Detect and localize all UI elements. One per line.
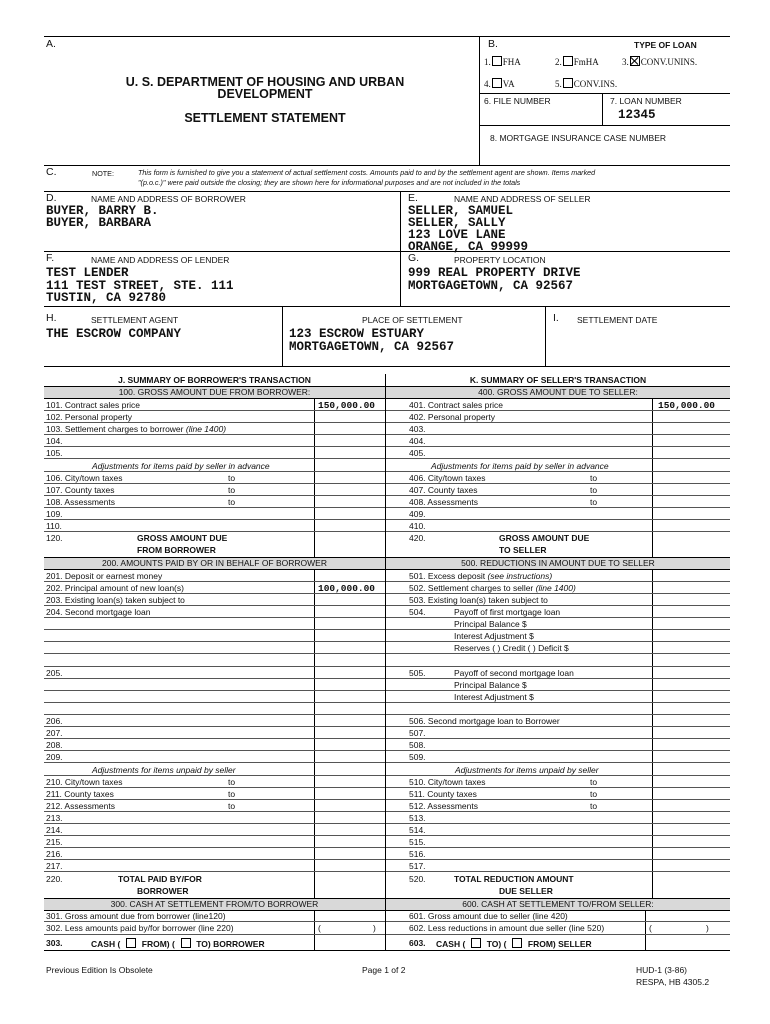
row-209: 209.	[46, 752, 63, 762]
file-number-label: 6. FILE NUMBER	[484, 96, 551, 106]
row-rule-left-c-0	[44, 921, 385, 922]
section-200-heading: 200. AMOUNTS PAID BY OR IN BEHALF OF BORROWER	[102, 558, 327, 568]
row-103: 103. Settlement charges to borrower (line 1400)	[46, 424, 227, 434]
row-rule-left-b-11	[44, 714, 385, 715]
row-rule-left-2	[44, 434, 385, 435]
row-120: 120.	[46, 533, 63, 543]
row-rule-right-5	[386, 471, 730, 472]
section-b-letter: B.	[488, 38, 498, 50]
section-h-letter: H.	[46, 312, 57, 324]
agency-name-line2: DEVELOPMENT	[217, 87, 313, 101]
row-rule-left-b-0	[44, 581, 385, 582]
row-110: 110.	[46, 521, 62, 531]
row-rule-right-b-24	[386, 871, 730, 872]
row-205: 205.	[46, 668, 63, 678]
top-border	[44, 36, 730, 37]
row-rule-left-b-18	[44, 799, 385, 800]
row-204: 204. Second mortgage loan	[46, 607, 151, 617]
row-rule-left-7	[44, 495, 385, 496]
row-217: 217.	[46, 861, 63, 871]
adj-unpaid-right: Adjustments for items unpaid by seller	[455, 765, 599, 775]
settlement-agent-name: THE ESCROW COMPANY	[46, 327, 182, 341]
row-rule-left-b-7	[44, 666, 385, 667]
row-107: 107. County taxes	[46, 485, 115, 495]
row-503: 503. Existing loan(s) taken subject to	[409, 595, 548, 605]
row-509: 509.	[409, 752, 426, 762]
seller-line-2: SELLER, SALLY	[408, 216, 506, 230]
lender-line-1: TEST LENDER	[46, 266, 129, 280]
paren-open-602: (	[649, 923, 652, 933]
row-109: 109.	[46, 509, 63, 519]
row-502: 502. Settlement charges to seller (line 1400)	[409, 583, 576, 593]
settlement-agent-label: SETTLEMENT AGENT	[91, 315, 179, 325]
row-404: 404.	[409, 436, 426, 446]
row-rule-right-b-2	[386, 605, 730, 606]
row-rule-right-b-15	[386, 762, 730, 763]
row-212: 212. Assessments	[46, 801, 115, 811]
checkbox-fha[interactable]	[492, 56, 502, 66]
row-216: 216.	[46, 849, 63, 859]
row-517: 517.	[409, 861, 426, 871]
row-rule-left-b-3	[44, 617, 385, 618]
row-rule-right-b-12	[386, 726, 730, 727]
row-rule-left-b-24	[44, 871, 385, 872]
row-511: 511. County taxes	[409, 789, 477, 799]
principal-balance-1: Principal Balance $	[454, 619, 527, 629]
lender-line-3: TUSTIN, CA 92780	[46, 291, 167, 305]
reserves-line: Reserves ( ) Credit ( ) Deficit $	[454, 643, 569, 653]
row-220: 220.	[46, 874, 63, 884]
note-text-line2: "(p.o.c.)" were paid outside the closing; they are shown here for informational purposes and are not included in the totals	[138, 178, 521, 187]
row-rule-left-b-8	[44, 678, 385, 679]
row-510: 510. City/town taxes	[409, 777, 486, 787]
row-505: 505.	[409, 668, 426, 678]
row-rule-right-b-1	[386, 593, 730, 594]
row-rule-left-b-5	[44, 641, 385, 642]
section-d-top	[44, 191, 730, 192]
row-rule-left-4	[44, 458, 385, 459]
property-label: PROPERTY LOCATION	[454, 255, 546, 265]
section-100-heading: 100. GROSS AMOUNT DUE FROM BORROWER:	[118, 387, 311, 397]
checkbox-conv-ins[interactable]	[563, 78, 573, 88]
row-rule-right-7	[386, 495, 730, 496]
summary-center-divider	[385, 374, 386, 950]
loan-number-value[interactable]: 12345	[618, 108, 656, 122]
row-106: 106. City/town taxes	[46, 473, 123, 483]
total-paid-l2: BORROWER	[137, 886, 189, 896]
row-401: 401. Contract sales price	[409, 400, 504, 410]
to-408: to	[590, 497, 598, 507]
principal-balance-2: Principal Balance $	[454, 680, 527, 690]
lender-line-2: 111 TEST STREET, STE. 111	[46, 279, 234, 293]
row-rule-right-6	[386, 483, 730, 484]
row-514: 514.	[409, 825, 426, 835]
row-rule-right-c-0	[386, 921, 730, 922]
row-rule-right-b-20	[386, 823, 730, 824]
row-rule-left-b-10	[44, 702, 385, 703]
loan-type-fmha[interactable]: 2. FmHA	[555, 57, 599, 67]
row-210: 210. City/town taxes	[46, 777, 123, 787]
total-reduction-l2: DUE SELLER	[499, 886, 553, 896]
section-c-letter: C.	[46, 166, 57, 178]
section-400-heading: 400. GROSS AMOUNT DUE TO SELLER:	[478, 387, 638, 397]
gross-due-seller-l1: GROSS AMOUNT DUE	[499, 533, 590, 543]
amount-col-right-600	[645, 910, 646, 950]
row-rule-left-8	[44, 507, 385, 508]
row-rule-right-b-21	[386, 835, 730, 836]
row-rule-right-b-0	[386, 581, 730, 582]
amount-col-left-300	[314, 910, 315, 950]
total-paid-l1: TOTAL PAID BY/FOR	[118, 874, 202, 884]
row-410: 410.	[409, 521, 426, 531]
to-406: to	[590, 473, 598, 483]
section-c-top	[44, 165, 730, 166]
checkbox-to-borrower[interactable]	[181, 938, 191, 948]
row-406: 406. City/town taxes	[409, 473, 486, 483]
summary-bottom	[44, 950, 730, 951]
adj-advance-left: Adjustments for items paid by seller in advance	[92, 461, 270, 471]
seller-line-3: 123 LOVE LANE	[408, 228, 506, 242]
row-603: 603.	[409, 938, 426, 948]
row-201: 201. Deposit or earnest money	[46, 571, 163, 581]
row-102: 102. Personal property	[46, 412, 132, 422]
file-number-bottom	[479, 125, 730, 126]
row-rule-left-b-16	[44, 775, 385, 776]
amount-101[interactable]: 150,000.00	[318, 400, 376, 411]
row-rule-right-b-7	[386, 666, 730, 667]
file-loan-divider	[602, 93, 603, 125]
to-106: to	[228, 473, 236, 483]
note-text-line1: This form is furnished to give you a statement of actual settlement costs. Amounts paid to and by the settlement agent are shown. Items marked	[138, 168, 596, 177]
paren-open-302: (	[318, 923, 321, 933]
mortgage-insurance-label: 8. MORTGAGE INSURANCE CASE NUMBER	[490, 133, 667, 143]
row-rule-left-b-19	[44, 811, 385, 812]
row-rule-left-3	[44, 446, 385, 447]
section-f-top	[44, 251, 730, 252]
to-510: to	[590, 777, 598, 787]
payoff-first-label: Payoff of first mortgage loan	[454, 607, 561, 617]
row-rule-right-b-8	[386, 678, 730, 679]
note-label: NOTE:	[92, 169, 114, 178]
row-302: 302. Less amounts paid by/for borrower (line 220)	[46, 923, 234, 933]
row-rule-right-b-14	[386, 750, 730, 751]
amount-202[interactable]: 100,000.00	[318, 583, 376, 594]
document-title: SETTLEMENT STATEMENT	[184, 111, 346, 125]
row-501: 501. Excess deposit (see instructions)	[409, 571, 553, 581]
row-rule-right-b-19	[386, 811, 730, 812]
checkbox-from-borrower[interactable]	[126, 938, 136, 948]
place-line-1: 123 ESCROW ESTUARY	[289, 327, 425, 341]
row-rule-right-10	[386, 531, 730, 532]
row-515: 515.	[409, 837, 426, 847]
row-rule-right-b-11	[386, 714, 730, 715]
row-504: 504.	[409, 607, 426, 617]
row-rule-right-c-1	[386, 934, 730, 935]
section-300-heading: 300. CASH AT SETTLEMENT FROM/TO BORROWER	[110, 899, 319, 909]
section-h-top	[44, 306, 730, 307]
row-602: 602. Less reductions in amount due seller (line 520)	[409, 923, 605, 933]
row-208: 208.	[46, 740, 63, 750]
checkbox-from-seller[interactable]	[512, 938, 522, 948]
row-301: 301. Gross amount due from borrower (line120)	[46, 911, 226, 921]
row-rule-left-b-6	[44, 653, 385, 654]
row-405: 405.	[409, 448, 426, 458]
row-402: 402. Personal property	[409, 412, 495, 422]
row-520: 520.	[409, 874, 426, 884]
row-101: 101. Contract sales price	[46, 400, 141, 410]
row-202: 202. Principal amount of new loan(s)	[46, 583, 184, 593]
row-rule-left-5	[44, 471, 385, 472]
row-rule-left-b-22	[44, 847, 385, 848]
row-403: 403.	[409, 424, 426, 434]
interest-adjustment-1: Interest Adjustment $	[454, 631, 534, 641]
row-207: 207.	[46, 728, 63, 738]
loan-number-label: 7. LOAN NUMBER	[610, 96, 682, 106]
row-rule-left-b-21	[44, 835, 385, 836]
row-408: 408. Assessments	[409, 497, 478, 507]
row-211: 211. County taxes	[46, 789, 114, 799]
row-rule-left-1	[44, 422, 385, 423]
row-rule-right-9	[386, 519, 730, 520]
borrower-label: NAME AND ADDRESS OF BORROWER	[91, 194, 246, 204]
row-420: 420.	[409, 533, 426, 543]
loan-type-conv-ins[interactable]: 5. CONV.INS.	[555, 79, 618, 89]
footer-obsolete-note: Previous Edition Is Obsolete	[46, 965, 153, 975]
seller-label: NAME AND ADDRESS OF SELLER	[454, 194, 591, 204]
row-rule-left-b-2	[44, 605, 385, 606]
section-g-letter: G.	[408, 252, 420, 264]
row-507: 507.	[409, 728, 426, 738]
cash-603-group: CASH ( TO) ( FROM) SELLER	[436, 939, 592, 949]
row-203: 203. Existing loan(s) taken subject to	[46, 595, 185, 605]
row-rule-right-b-16	[386, 775, 730, 776]
row-rule-right-b-5	[386, 641, 730, 642]
summary-top	[44, 366, 730, 367]
row-rule-left-b-4	[44, 629, 385, 630]
row-rule-right-b-3	[386, 617, 730, 618]
cash-303-group: CASH ( FROM) ( TO) BORROWER	[91, 939, 265, 949]
row-rule-right-b-13	[386, 738, 730, 739]
checkbox-conv-unins-checked[interactable]	[630, 56, 640, 66]
row-rule-left-6	[44, 483, 385, 484]
amount-401[interactable]: 150,000.00	[658, 400, 716, 411]
paren-close-302: )	[373, 923, 376, 933]
row-213: 213.	[46, 813, 63, 823]
agency-name-line1: U. S. DEPARTMENT OF HOUSING AND URBAN	[125, 75, 405, 89]
row-rule-left-b-15	[44, 762, 385, 763]
place-line-2: MORTGAGETOWN, CA 92567	[289, 340, 455, 354]
checkbox-to-seller[interactable]	[471, 938, 481, 948]
footer-respa: RESPA, HB 4305.2	[636, 977, 710, 987]
row-rule-left-c-1	[44, 934, 385, 935]
loan-type-fha[interactable]: 1. FHA	[484, 57, 521, 67]
section-f-letter: F.	[46, 252, 55, 264]
row-rule-left-b-20	[44, 823, 385, 824]
section-d-letter: D.	[46, 192, 57, 204]
row-rule-right-3	[386, 446, 730, 447]
checkbox-fmha[interactable]	[563, 56, 573, 66]
interest-adjustment-2: Interest Adjustment $	[454, 692, 534, 702]
seller-line-4: ORANGE, CA 99999	[408, 240, 529, 254]
section-500-heading: 500. REDUCTIONS IN AMOUNT DUE TO SELLER	[461, 558, 655, 568]
row-506: 506. Second mortgage loan to Borrower	[409, 716, 560, 726]
to-212: to	[228, 801, 236, 811]
row-508: 508.	[409, 740, 426, 750]
section-e-letter: E.	[408, 192, 418, 204]
row-rule-right-8	[386, 507, 730, 508]
row-rule-right-1	[386, 422, 730, 423]
header-divider	[479, 36, 480, 165]
row-108: 108. Assessments	[46, 497, 115, 507]
row-rule-right-b-18	[386, 799, 730, 800]
loan-type-bottom	[479, 93, 730, 94]
row-409: 409.	[409, 509, 426, 519]
section-i-letter: I.	[553, 312, 559, 324]
row-rule-left-10	[44, 531, 385, 532]
to-512: to	[590, 801, 598, 811]
to-511: to	[590, 789, 598, 799]
payoff-second-label: Payoff of second mortgage loan	[454, 668, 574, 678]
amount-col-left-200	[314, 569, 315, 898]
row-rule-right-b-6	[386, 653, 730, 654]
section-j-title: J. SUMMARY OF BORROWER'S TRANSACTION	[118, 375, 311, 385]
total-reduction-l1: TOTAL REDUCTION AMOUNT	[454, 874, 574, 884]
row-rule-right-b-9	[386, 690, 730, 691]
checkbox-va[interactable]	[492, 78, 502, 88]
seller-line-1: SELLER, SAMUEL	[408, 204, 514, 218]
gross-due-seller-l2: TO SELLER	[499, 545, 547, 555]
adj-unpaid-left: Adjustments for items unpaid by seller	[92, 765, 236, 775]
row-215: 215.	[46, 837, 63, 847]
h-place-divider	[282, 306, 283, 366]
row-rule-left-b-17	[44, 787, 385, 788]
settlement-date-label: SETTLEMENT DATE	[577, 315, 658, 325]
place-i-divider	[545, 306, 546, 366]
row-rule-left-b-14	[44, 750, 385, 751]
to-108: to	[228, 497, 236, 507]
section-a-letter: A.	[46, 38, 56, 50]
type-of-loan-label: TYPE OF LOAN	[634, 40, 697, 50]
borrower-line-2: BUYER, BARBARA	[46, 216, 152, 230]
row-rule-left-b-9	[44, 690, 385, 691]
row-rule-right-b-4	[386, 629, 730, 630]
row-rule-right-b-17	[386, 787, 730, 788]
row-516: 516.	[409, 849, 426, 859]
to-107: to	[228, 485, 236, 495]
place-of-settlement-label: PLACE OF SETTLEMENT	[362, 315, 463, 325]
row-rule-left-b-13	[44, 738, 385, 739]
row-601: 601. Gross amount due to seller (line 420)	[409, 911, 568, 921]
gross-due-label-l1: GROSS AMOUNT DUE	[137, 533, 228, 543]
loan-type-conv-unins[interactable]: 3. CONV.UNINS.	[622, 57, 698, 67]
row-303: 303.	[46, 938, 63, 948]
to-210: to	[228, 777, 236, 787]
row-105: 105.	[46, 448, 63, 458]
gross-due-label-l2: FROM BORROWER	[137, 545, 216, 555]
row-rule-right-b-10	[386, 702, 730, 703]
row-407: 407. County taxes	[409, 485, 478, 495]
property-line-1: 999 REAL PROPERTY DRIVE	[408, 266, 581, 280]
lender-label: NAME AND ADDRESS OF LENDER	[91, 255, 230, 265]
to-211: to	[228, 789, 236, 799]
loan-type-va[interactable]: 4. VA	[484, 79, 515, 89]
to-407: to	[590, 485, 598, 495]
footer-page-number: Page 1 of 2	[362, 965, 406, 975]
paren-close-602: )	[706, 923, 709, 933]
row-214: 214.	[46, 825, 63, 835]
row-513: 513.	[409, 813, 426, 823]
row-rule-right-2	[386, 434, 730, 435]
row-rule-left-b-12	[44, 726, 385, 727]
row-rule-right-b-23	[386, 859, 730, 860]
row-512: 512. Assessments	[409, 801, 478, 811]
adj-advance-right: Adjustments for items paid by seller in advance	[431, 461, 609, 471]
row-rule-left-b-23	[44, 859, 385, 860]
borrower-line-1: BUYER, BARRY B.	[46, 204, 159, 218]
footer-form-id: HUD-1 (3-86)	[636, 965, 688, 975]
row-rule-right-4	[386, 458, 730, 459]
row-rule-left-9	[44, 519, 385, 520]
row-104: 104.	[46, 436, 63, 446]
de-divider	[400, 191, 401, 306]
section-600-heading: 600. CASH AT SETTLEMENT TO/FROM SELLER:	[462, 899, 654, 909]
row-rule-right-b-22	[386, 847, 730, 848]
amount-col-right-500	[652, 569, 653, 898]
section-k-title: K. SUMMARY OF SELLER'S TRANSACTION	[469, 375, 647, 385]
row-206: 206.	[46, 716, 63, 726]
property-line-2: MORTGAGETOWN, CA 92567	[408, 279, 574, 293]
